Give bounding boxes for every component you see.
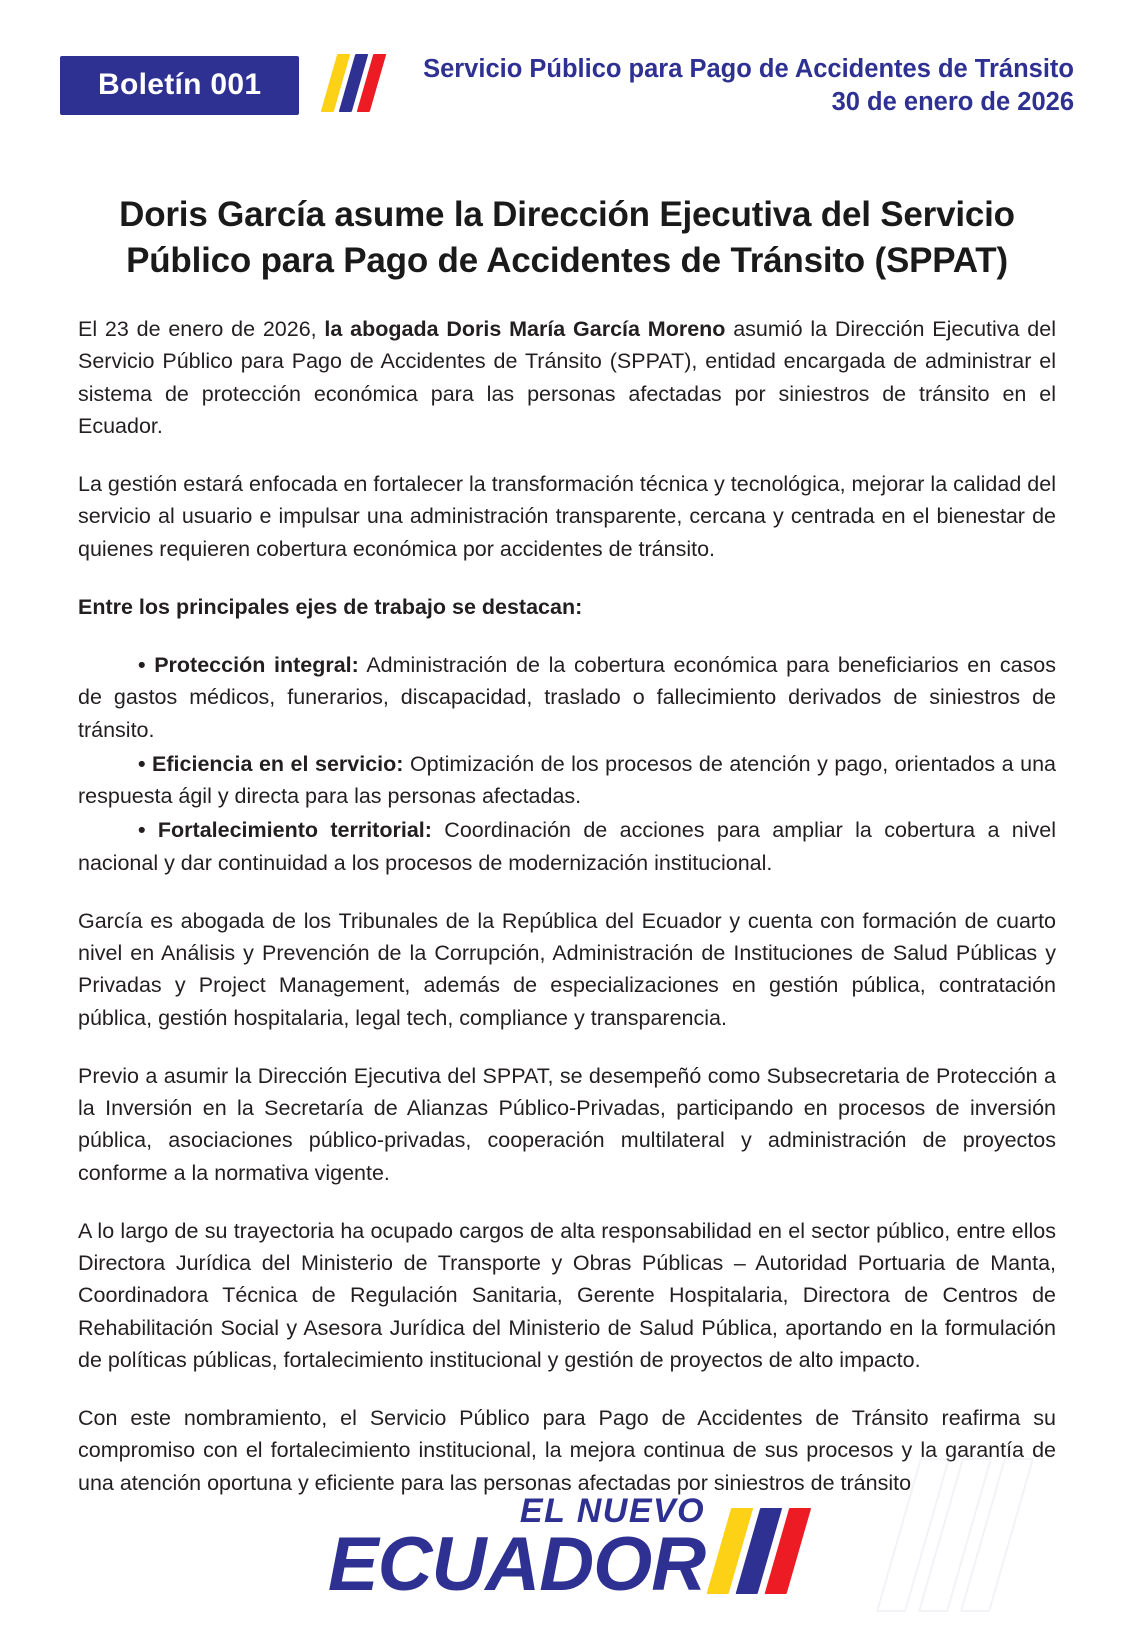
- header-organization: Servicio Público para Pago de Accidentes de Tránsito: [423, 55, 1074, 83]
- document-footer: [0, 1418, 1134, 1648]
- bullet-marker-icon: •: [138, 818, 158, 843]
- bullet-2-label: Eficiencia en el servicio:: [152, 751, 404, 776]
- axes-heading-text: Entre los principales ejes de trabajo se destacan:: [78, 594, 583, 619]
- document-page: [0, 48, 1134, 1648]
- paragraph-previous-role: Previo a asumir la Dirección Ejecutiva del SPPAT, se desempeñó como Subsecretaria de Protección a la Inversión en la Secretaría de Alianzas Público-Privadas, participando en procesos de inversión pública, asociaciones público-privadas, cooperación multilateral y administración de proyectos conforme a la normativa vigente.: [78, 1063, 1056, 1185]
- header-date: 30 de enero de 2026: [831, 88, 1074, 117]
- bulletin-badge: Boletín 001: [60, 56, 299, 115]
- intro-text-part1: El 23 de enero de 2026,: [78, 317, 325, 341]
- bullet-item-2: [78, 748, 1056, 813]
- bullet-3-marker-and-label: [138, 818, 432, 842]
- paragraph-closing: Con este nombramiento, el Servicio Público para Pago de Accidentes de Tránsito reafirma su compromiso con el fortalecimiento institucional, la mejora continua de sus procesos y la garantía de una atención oportuna y eficiente para las personas afectadas por siniestros de tránsito: [78, 1406, 1056, 1495]
- page-title: Doris García asume la Dirección Ejecutiva del Servicio Público para Pago de Accidentes de Tránsito (SPPAT): [119, 195, 1015, 280]
- el-nuevo-ecuador-logo: [327, 1492, 806, 1608]
- logo-main-text: ECUADOR: [327, 1522, 706, 1608]
- bullet-1-label: Protección integral:: [154, 653, 359, 677]
- bullet-2-marker-and-label: [138, 752, 403, 776]
- intro-text-part2: asumió la Dirección Ejecutiva del Servicio Público para Pago de Accidentes de Tránsito (SPPAT), entidad encargada de administrar el sistema de protección económica para las personas afectadas por siniestros de tránsito en el Ecuador.: [78, 317, 1056, 438]
- bullet-item-3: [78, 814, 1056, 879]
- intro-text-bold: la abogada Doris María García Moreno: [324, 317, 726, 341]
- ecuador-flag-slashes-icon: [321, 54, 392, 112]
- footer-watermark-slashes-icon: [876, 1458, 1046, 1612]
- document-body: [78, 313, 1056, 1499]
- logo-top-text: EL NUEVO: [519, 1492, 706, 1531]
- bullet-3-text: Coordinación de acciones para ampliar la cobertura a nivel nacional y dar continuidad a los procesos de modernización institucional.: [78, 818, 1056, 875]
- bullet-1-text: Administración de la cobertura económica para beneficiarios en casos de gastos médicos, funerarios, discapacidad, traslado o fallecimiento derivados de siniestros de tránsito.: [78, 653, 1056, 742]
- bullet-item-1: [78, 649, 1056, 746]
- logo-flag-icon: [707, 1508, 819, 1594]
- paragraph-intro: [78, 313, 1056, 442]
- paragraph-management: La gestión estará enfocada en fortalecer la transformación técnica y tecnológica, mejorar la calidad del servicio al usuario e impulsar una administración transparente, cercana y centrada en el bienestar de quienes requieren cobertura económica por accidentes de tránsito.: [78, 472, 1056, 561]
- axes-heading: [78, 591, 1056, 623]
- logo-wordmark: [327, 1492, 706, 1608]
- bullet-1-marker-and-label: [138, 653, 359, 677]
- paragraph-education: García es abogada de los Tribunales de la República del Ecuador y cuenta con formación de cuarto nivel en Análisis y Prevención de la Corrupción, Administración de Instituciones de Salud Públicas y Privadas y Project Management, además de especializaciones en gestión pública, contratación pública, gestión hospitalaria, legal tech, compliance y transparencia.: [78, 908, 1056, 1030]
- paragraph-career: A lo largo de su trayectoria ha ocupado cargos de alta responsabilidad en el sector público, entre ellos Directora Jurídica del Ministerio de Transporte y Obras Públicas – Autoridad Portuaria de Manta, Coordinadora Técnica de Regulación Sanitaria, Gerente Hospitalaria, Directora de Centros de Rehabilitación Social y Asesora Jurídica del Ministerio de Salud Pública, aportando en la formulación de políticas públicas, fortalecimiento institucional y gestión de proyectos de alto impacto.: [78, 1218, 1056, 1372]
- bullet-3-label: Fortalecimiento territorial:: [157, 818, 432, 843]
- bullet-marker-icon: •: [138, 751, 153, 776]
- document-header: [60, 48, 1074, 158]
- header-titles: [409, 48, 1074, 118]
- bullet-2-text: Optimización de los procesos de atención y pago, orientados a una respuesta ágil y directa para las personas afectadas.: [78, 751, 1056, 808]
- bullet-marker-icon: •: [138, 653, 155, 677]
